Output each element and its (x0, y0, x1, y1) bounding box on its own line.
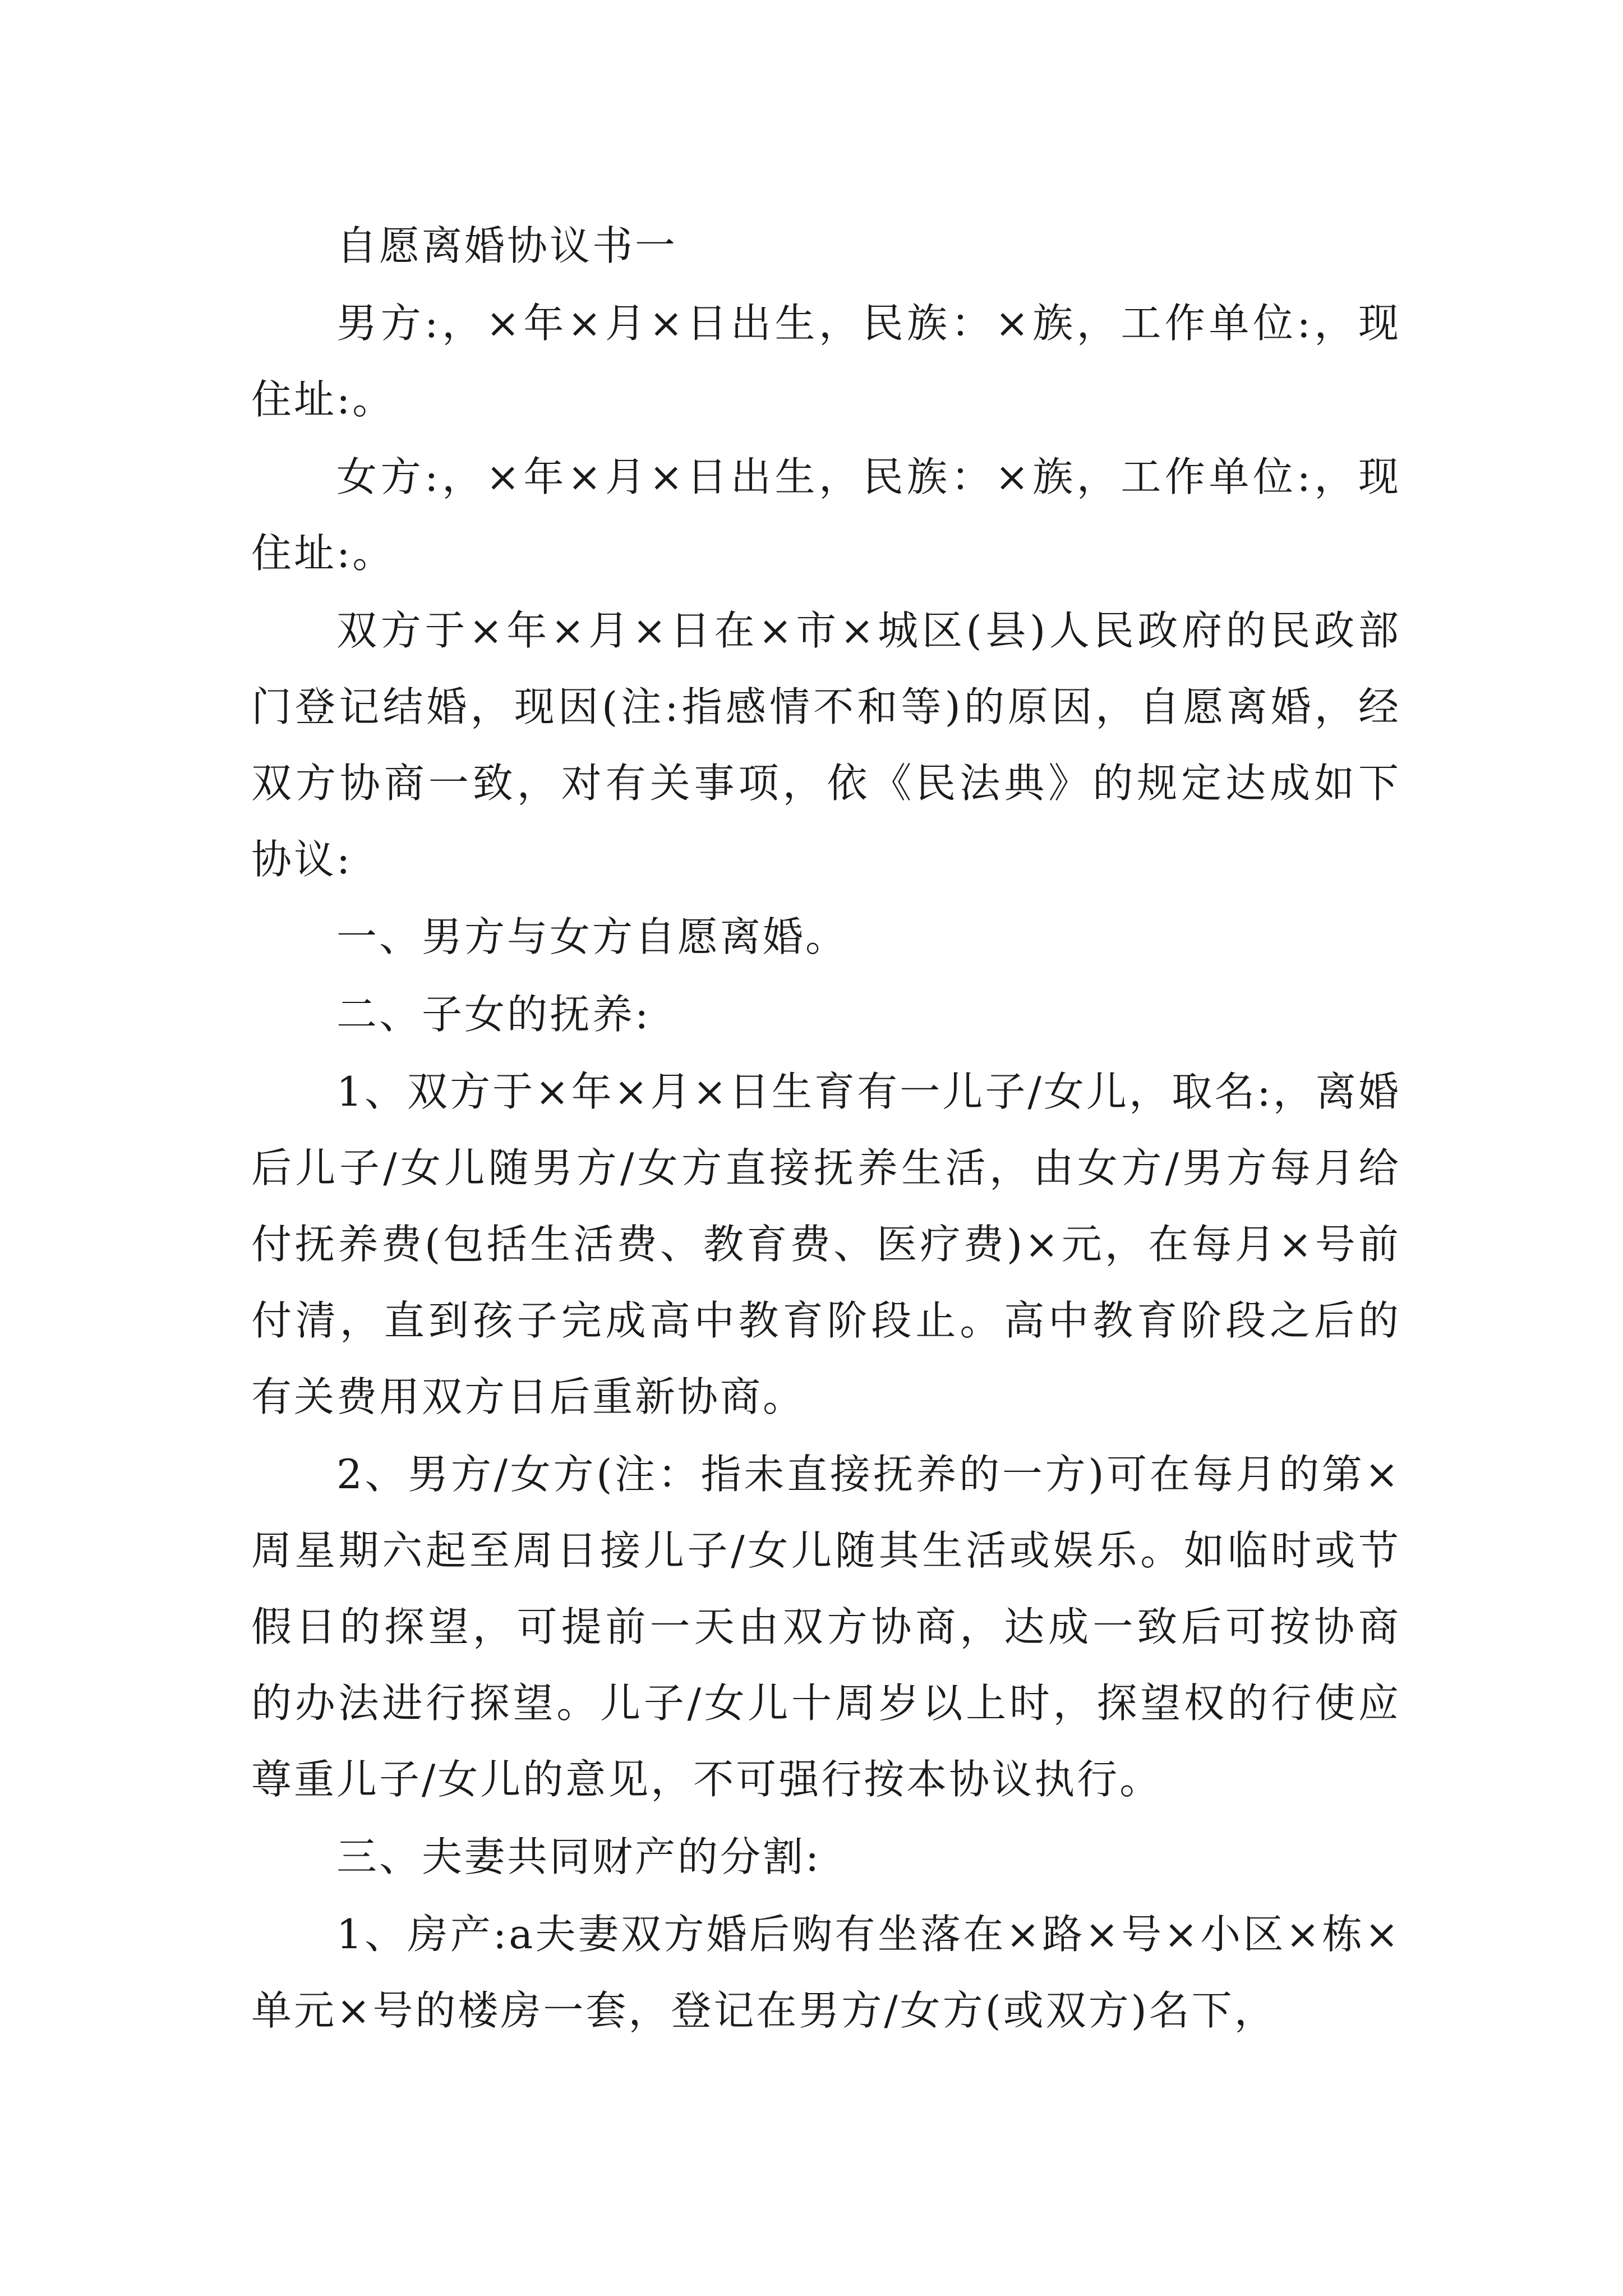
clause-real-estate: 1、房产:a夫妻双方婚后购有坐落在×路×号×小区×栋×单元×号的楼房一套，登记在男方/女方(或双方)名下， (251, 1911, 1401, 2034)
clause-visitation: 2、男方/女方(注：指未直接抚养的一方)可在每月的第×周星期六起至周日接儿子/女儿随其生活或娱乐。如临时或节假日的探望，可提前一天由双方协商，达成一致后可按协商的办法进行探望。儿子/女儿十周岁以上时，探望权的行使应尊重儿子/女儿的意见，不可强行按本协议执行。 (251, 1451, 1401, 1803)
document-title: 自愿离婚协议书一 (336, 222, 678, 269)
paragraph-male-party: 男方:，×年×月×日出生，民族：×族，工作单位:，现住址:。 (251, 300, 1401, 423)
clause-property-heading: 三、夫妻共同财产的分割: (336, 1833, 822, 1880)
clause-divorce: 一、男方与女方自愿离婚。 (336, 913, 849, 960)
document-body (251, 208, 1401, 2050)
paragraph-marriage-registration: 双方于×年×月×日在×市×城区(县)人民政府的民政部门登记结婚，现因(注:指感情不和等)的原因，自愿离婚，经双方协商一致，对有关事项，依《民法典》的规定达成如下协议: (251, 607, 1401, 883)
clause-child-custody-heading: 二、子女的抚养: (336, 991, 651, 1038)
clause-child-support: 1、双方于×年×月×日生育有一儿子/女儿，取名:，离婚后儿子/女儿随男方/女方直接抚养生活，由女方/男方每月给付抚养费(包括生活费、教育费、医疗费)×元，在每月×号前付清，直到孩子完成高中教育阶段止。高中教育阶段之后的有关费用双方日后重新协商。 (251, 1068, 1401, 1420)
paragraph-female-party: 女方:，×年×月×日出生，民族：×族，工作单位:，现住址:。 (251, 453, 1401, 577)
